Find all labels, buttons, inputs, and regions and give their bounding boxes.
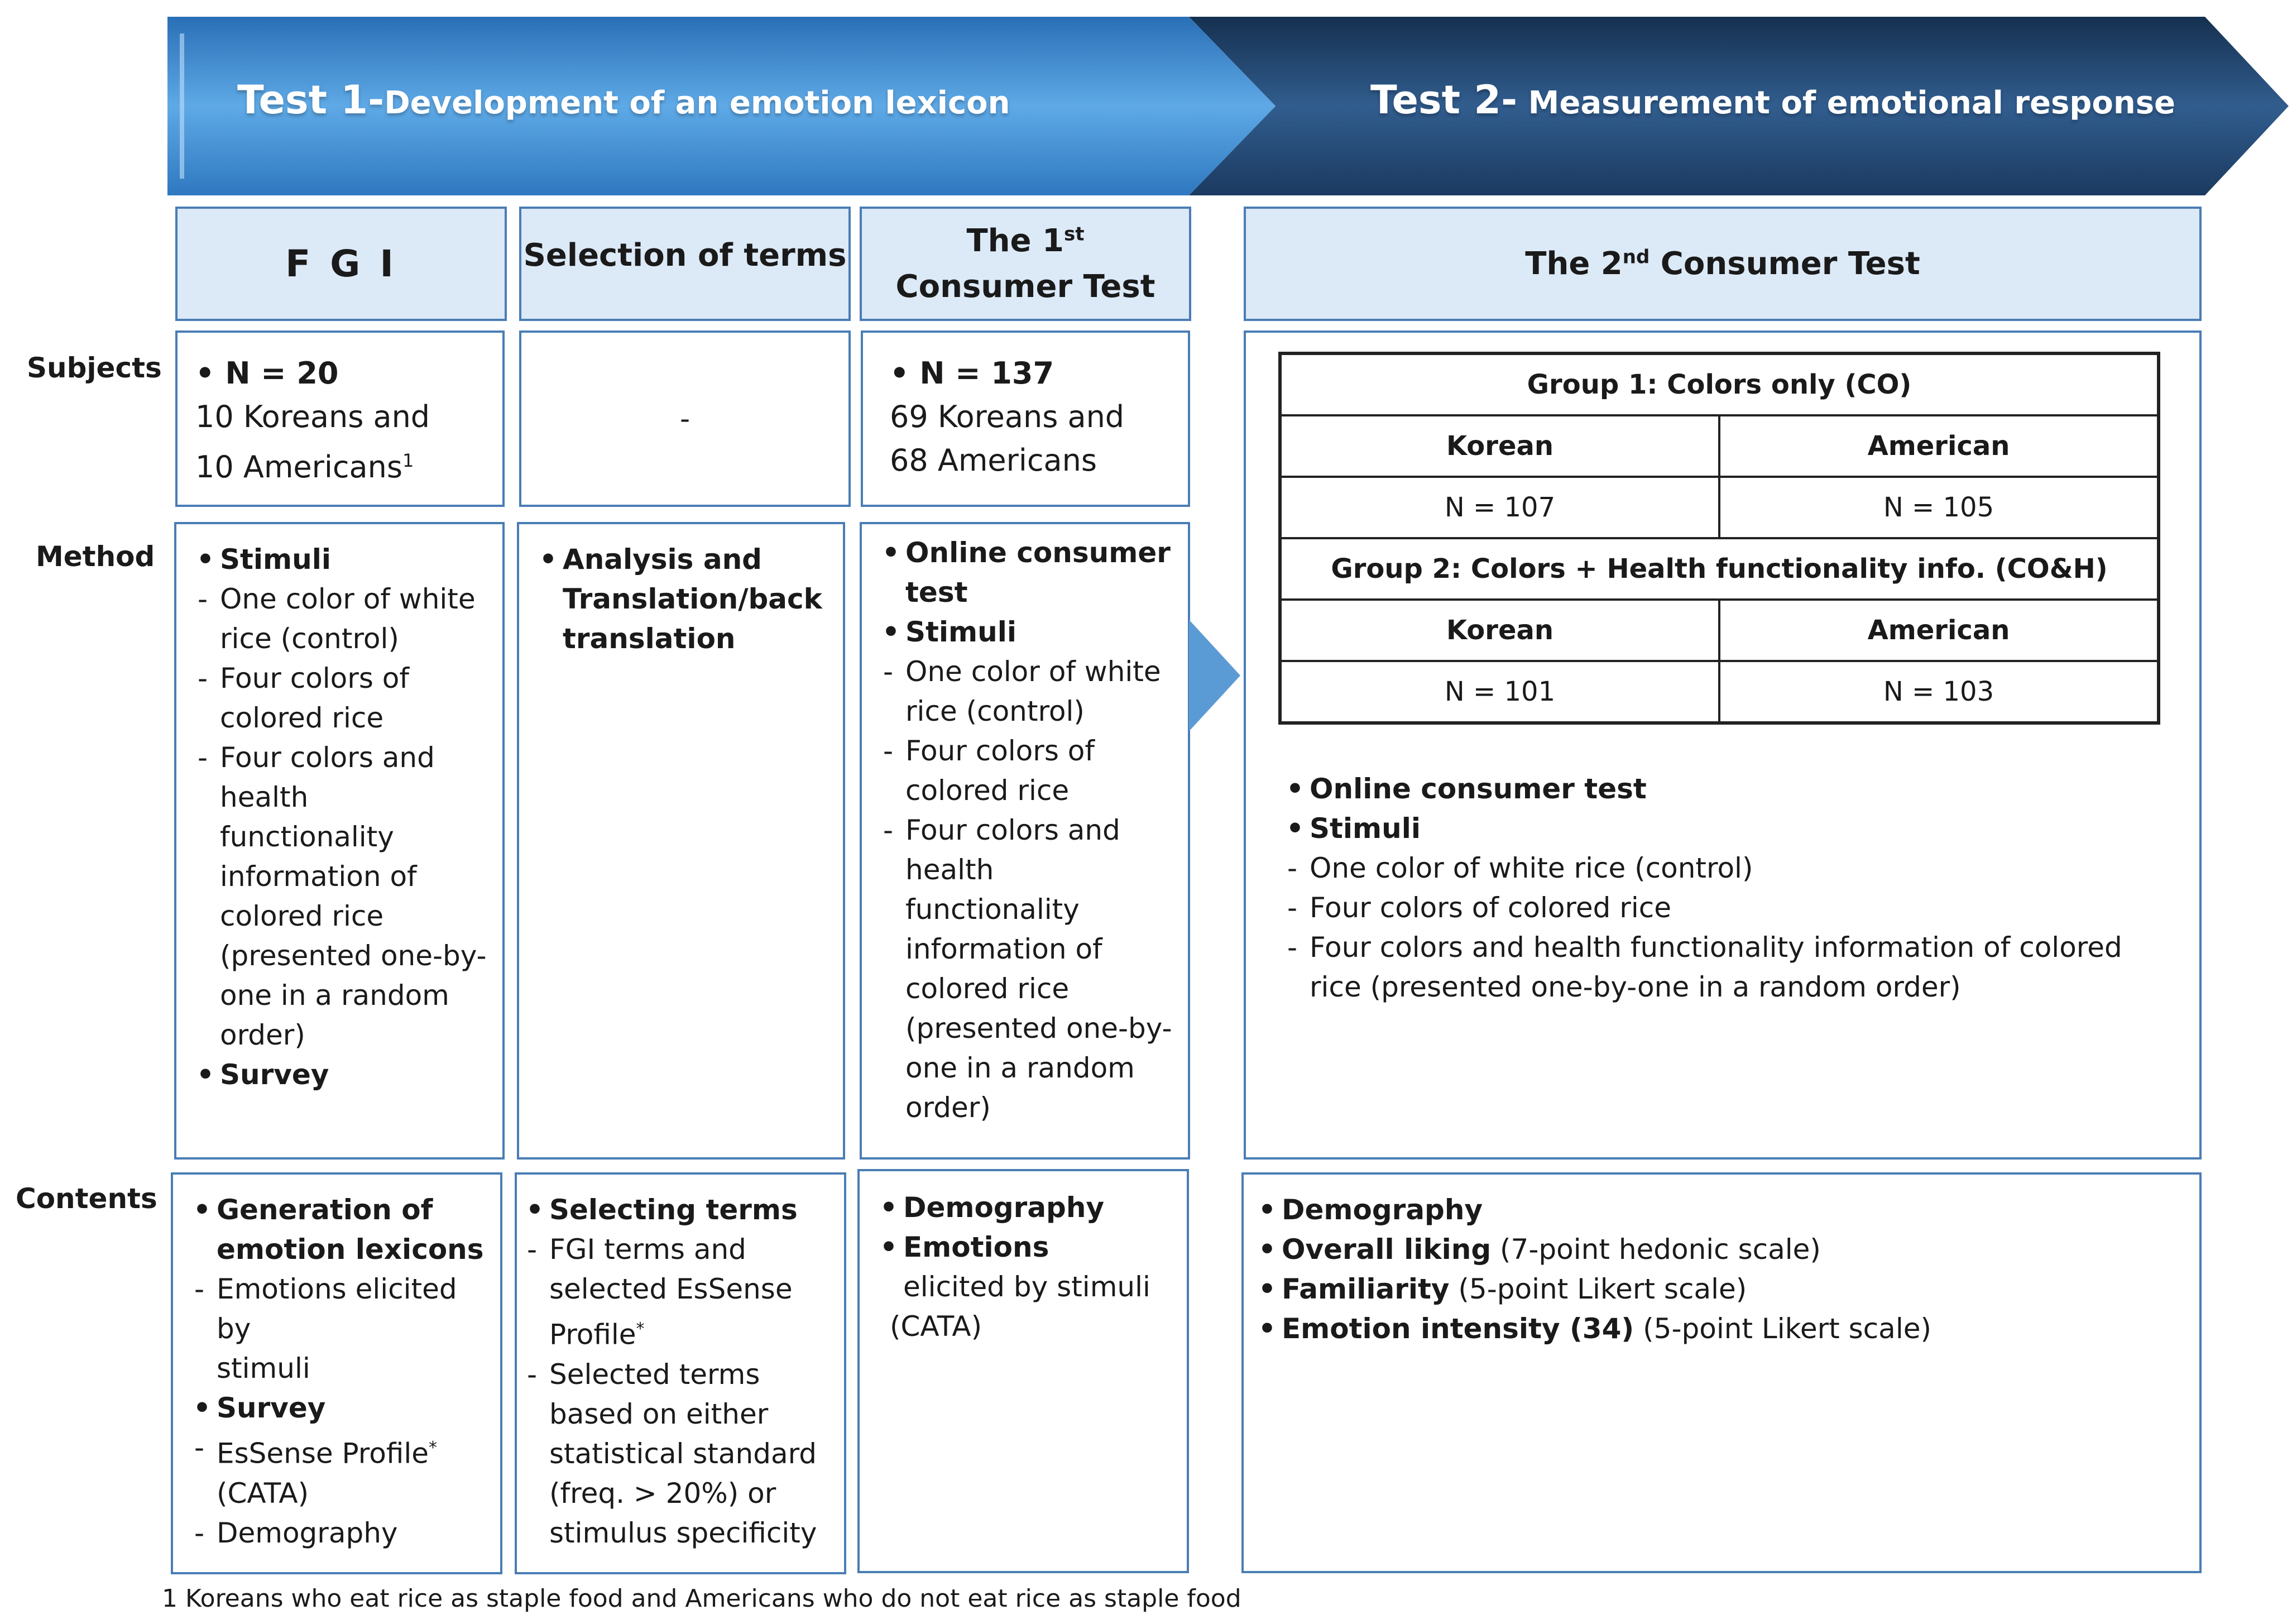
subjects-selection: - (519, 330, 851, 507)
row-label-contents: Contents (16, 1182, 157, 1215)
group1-american-header: American (1719, 415, 2159, 477)
header-second-consumer-test: The 2nd Consumer Test (1244, 207, 2202, 321)
contents-selection: • Selecting terms - FGI terms and selected EsSense Profile* - Selected terms based on either statistical standard (freq. > 20%) or stimulus specificity (515, 1172, 846, 1574)
footnote: 1 Koreans who eat rice as staple food and Americans who do not eat rice as staple food (162, 1584, 1241, 1613)
group2-american-n: N = 103 (1719, 661, 2159, 723)
contents-second-consumer-test: • Demography • Overall liking (7-point hedonic scale) • Familiarity (5-point Likert scale) • Emotion intensity (34) (5-point Likert scale) (1241, 1172, 2202, 1573)
method-first-consumer-test: • Online consumer test • Stimuli - One color of white rice (control) - Four colors of colored rice - Four colors and health functionality information of colored rice (presented one-by- one in a random order) (860, 522, 1190, 1160)
method-fgi: • Stimuli - One color of white rice (control) - Four colors of colored rice - Four colors and health functionality information of colored rice (presented one-by- one in a random order) • Survey (174, 522, 505, 1160)
group2-korean-header: Korean (1280, 600, 1719, 661)
test1-title: Test 1-Development of an emotion lexicon (237, 77, 1010, 123)
group1-korean-header: Korean (1280, 415, 1719, 477)
group2-american-header: American (1719, 600, 2159, 661)
header-selection-of-terms: Selection of terms (519, 207, 851, 321)
group1-korean-n: N = 107 (1280, 477, 1719, 538)
group2-korean-n: N = 101 (1280, 661, 1719, 723)
method-selection: • Analysis and Translation/back translation (517, 522, 845, 1160)
group1-american-n: N = 105 (1719, 477, 2159, 538)
test2-title: Test 2- Measurement of emotional response (1370, 77, 2176, 123)
subjects-fgi: • N = 20 10 Koreans and 10 Americans$^1$ (175, 330, 505, 507)
subjects-first-consumer-test: • N = 137 69 Koreans and 68 Americans (861, 330, 1190, 507)
group-table (1278, 352, 2160, 725)
header-fgi: F G I (175, 207, 507, 321)
row-label-method: Method (36, 540, 155, 573)
transition-arrow (1189, 620, 1245, 731)
group2-title: Group 2: Colors + Health functionality info. (CO&H) (1280, 538, 2159, 600)
contents-first-consumer-test: • Demography • Emotions elicited by stimuli (CATA) (857, 1169, 1189, 1573)
contents-fgi: • Generation of emotion lexicons - Emotions elicited by stimuli • Survey - EsSense Profile* (CATA) - Demography (171, 1172, 502, 1574)
group1-title: Group 1: Colors only (CO) (1280, 353, 2159, 415)
row-label-subjects: Subjects (27, 352, 162, 384)
header-first-consumer-test: The 1st Consumer Test (860, 207, 1191, 321)
second-consumer-test-box: • Online consumer test • Stimuli - One color of white rice (control) - Four colors of colored rice - Four colors and health functionality information of colored rice (presented one-by-one in a random order) (1244, 330, 2202, 1160)
